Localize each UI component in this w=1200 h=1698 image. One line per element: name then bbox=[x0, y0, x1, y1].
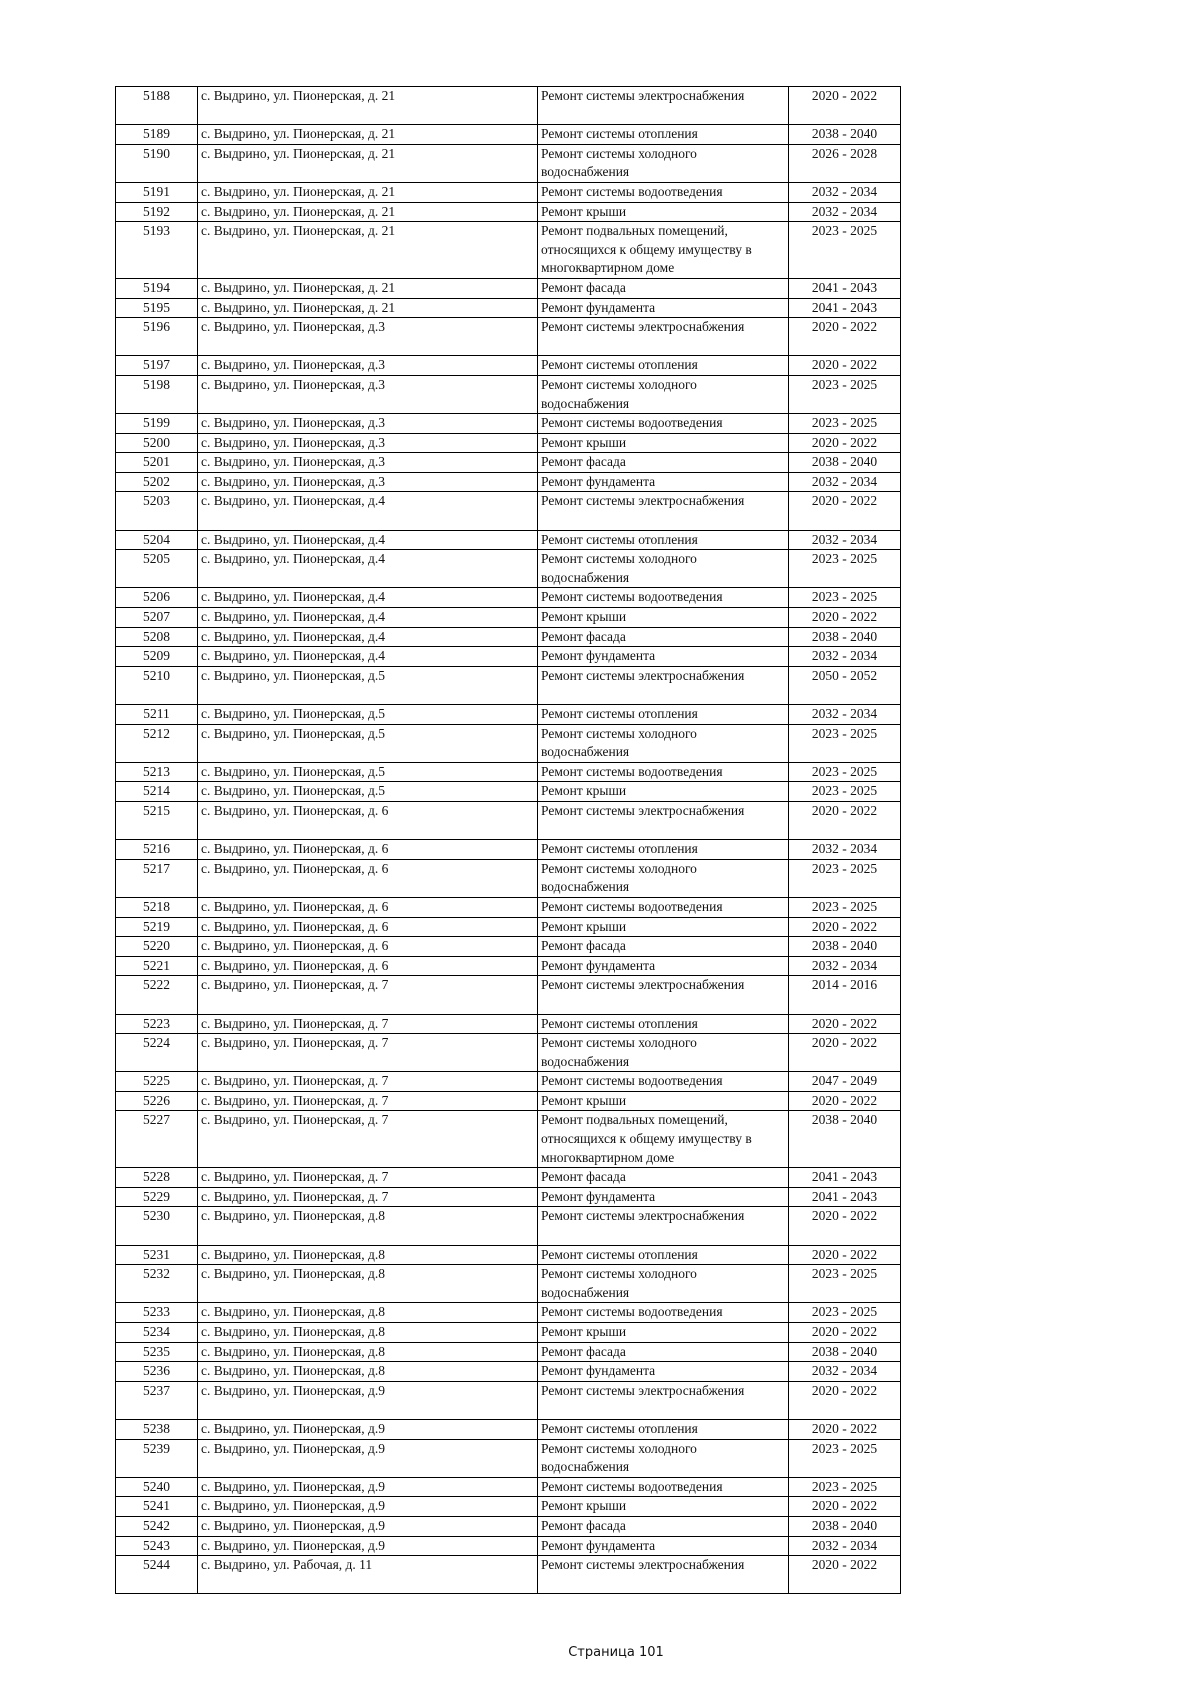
address-cell: с. Выдрино, ул. Пионерская, д.4 bbox=[198, 627, 538, 647]
period-cell: 2023 - 2025 bbox=[789, 1477, 901, 1497]
row-number-cell: 5196 bbox=[116, 318, 198, 356]
work-type-cell: Ремонт системы водоотведения bbox=[538, 762, 789, 782]
address-cell: с. Выдрино, ул. Пионерская, д.4 bbox=[198, 492, 538, 530]
row-number-cell: 5202 bbox=[116, 472, 198, 492]
address-cell: с. Выдрино, ул. Пионерская, д.4 bbox=[198, 530, 538, 550]
row-number-cell: 5229 bbox=[116, 1187, 198, 1207]
address-cell: с. Выдрино, ул. Пионерская, д. 6 bbox=[198, 917, 538, 937]
row-number-cell: 5230 bbox=[116, 1207, 198, 1245]
period-cell: 2020 - 2022 bbox=[789, 1091, 901, 1111]
table-row bbox=[116, 1207, 901, 1245]
address-cell: с. Выдрино, ул. Пионерская, д.8 bbox=[198, 1245, 538, 1265]
work-type-cell: Ремонт системы водоотведения bbox=[538, 1072, 789, 1092]
work-type-cell: Ремонт системы электроснабжения bbox=[538, 1556, 789, 1594]
work-type-cell: Ремонт фундамента bbox=[538, 1362, 789, 1382]
work-type-cell: Ремонт фундамента bbox=[538, 647, 789, 667]
work-type-cell: Ремонт крыши bbox=[538, 1497, 789, 1517]
period-cell: 2023 - 2025 bbox=[789, 897, 901, 917]
table-row bbox=[116, 840, 901, 860]
row-number-cell: 5237 bbox=[116, 1381, 198, 1419]
period-cell: 2020 - 2022 bbox=[789, 1381, 901, 1419]
table-row bbox=[116, 1034, 901, 1072]
table-row bbox=[116, 1477, 901, 1497]
row-number-cell: 5211 bbox=[116, 705, 198, 725]
period-cell: 2041 - 2043 bbox=[789, 1168, 901, 1188]
period-cell: 2032 - 2034 bbox=[789, 530, 901, 550]
row-number-cell: 5243 bbox=[116, 1536, 198, 1556]
work-type-cell: Ремонт подвальных помещений, относящихся к общему имуществу в многоквартирном доме bbox=[538, 1111, 789, 1168]
period-cell: 2020 - 2022 bbox=[789, 87, 901, 125]
table-row bbox=[116, 87, 901, 125]
period-cell: 2023 - 2025 bbox=[789, 588, 901, 608]
address-cell: с. Выдрино, ул. Пионерская, д.9 bbox=[198, 1477, 538, 1497]
address-cell: с. Выдрино, ул. Пионерская, д.3 bbox=[198, 433, 538, 453]
address-cell: с. Выдрино, ул. Пионерская, д. 6 bbox=[198, 801, 538, 839]
address-cell: с. Выдрино, ул. Пионерская, д. 21 bbox=[198, 298, 538, 318]
table-row bbox=[116, 433, 901, 453]
work-type-cell: Ремонт системы отопления bbox=[538, 356, 789, 376]
address-cell: с. Выдрино, ул. Пионерская, д. 21 bbox=[198, 125, 538, 145]
row-number-cell: 5242 bbox=[116, 1516, 198, 1536]
period-cell: 2020 - 2022 bbox=[789, 318, 901, 356]
period-cell: 2038 - 2040 bbox=[789, 627, 901, 647]
period-cell: 2020 - 2022 bbox=[789, 1420, 901, 1440]
work-type-cell: Ремонт системы водоотведения bbox=[538, 182, 789, 202]
address-cell: с. Выдрино, ул. Пионерская, д. 7 bbox=[198, 1091, 538, 1111]
table-row bbox=[116, 1323, 901, 1343]
table-row bbox=[116, 472, 901, 492]
work-type-cell: Ремонт фасада bbox=[538, 453, 789, 473]
table-row bbox=[116, 762, 901, 782]
table-row bbox=[116, 627, 901, 647]
row-number-cell: 5235 bbox=[116, 1342, 198, 1362]
table-row bbox=[116, 1111, 901, 1168]
work-type-cell: Ремонт системы электроснабжения bbox=[538, 1207, 789, 1245]
address-cell: с. Выдрино, ул. Пионерская, д.5 bbox=[198, 762, 538, 782]
period-cell: 2023 - 2025 bbox=[789, 724, 901, 762]
address-cell: с. Выдрино, ул. Пионерская, д.5 bbox=[198, 782, 538, 802]
work-type-cell: Ремонт фасада bbox=[538, 1168, 789, 1188]
period-cell: 2020 - 2022 bbox=[789, 433, 901, 453]
table-row bbox=[116, 917, 901, 937]
row-number-cell: 5209 bbox=[116, 647, 198, 667]
table-row bbox=[116, 937, 901, 957]
row-number-cell: 5222 bbox=[116, 976, 198, 1014]
address-cell: с. Выдрино, ул. Пионерская, д.8 bbox=[198, 1342, 538, 1362]
table-row bbox=[116, 125, 901, 145]
table-row bbox=[116, 1516, 901, 1536]
work-type-cell: Ремонт системы холодного водоснабжения bbox=[538, 724, 789, 762]
row-number-cell: 5240 bbox=[116, 1477, 198, 1497]
period-cell: 2020 - 2022 bbox=[789, 492, 901, 530]
table-row bbox=[116, 453, 901, 473]
period-cell: 2038 - 2040 bbox=[789, 1342, 901, 1362]
row-number-cell: 5227 bbox=[116, 1111, 198, 1168]
work-type-cell: Ремонт фасада bbox=[538, 627, 789, 647]
row-number-cell: 5238 bbox=[116, 1420, 198, 1440]
period-cell: 2032 - 2034 bbox=[789, 1362, 901, 1382]
address-cell: с. Выдрино, ул. Пионерская, д. 7 bbox=[198, 1034, 538, 1072]
period-cell: 2023 - 2025 bbox=[789, 859, 901, 897]
address-cell: с. Выдрино, ул. Пионерская, д.4 bbox=[198, 608, 538, 628]
address-cell: с. Выдрино, ул. Пионерская, д. 7 bbox=[198, 976, 538, 1014]
address-cell: с. Выдрино, ул. Пионерская, д. 7 bbox=[198, 1187, 538, 1207]
row-number-cell: 5205 bbox=[116, 550, 198, 588]
work-type-cell: Ремонт крыши bbox=[538, 202, 789, 222]
table-row bbox=[116, 897, 901, 917]
row-number-cell: 5201 bbox=[116, 453, 198, 473]
row-number-cell: 5207 bbox=[116, 608, 198, 628]
period-cell: 2020 - 2022 bbox=[789, 356, 901, 376]
table-row bbox=[116, 1091, 901, 1111]
work-type-cell: Ремонт системы электроснабжения bbox=[538, 976, 789, 1014]
table-row bbox=[116, 608, 901, 628]
table-row bbox=[116, 801, 901, 839]
row-number-cell: 5239 bbox=[116, 1439, 198, 1477]
row-number-cell: 5224 bbox=[116, 1034, 198, 1072]
address-cell: с. Выдрино, ул. Рабочая, д. 11 bbox=[198, 1556, 538, 1594]
period-cell: 2041 - 2043 bbox=[789, 298, 901, 318]
table-row bbox=[116, 782, 901, 802]
period-cell: 2023 - 2025 bbox=[789, 222, 901, 279]
work-type-cell: Ремонт системы водоотведения bbox=[538, 897, 789, 917]
work-type-cell: Ремонт системы отопления bbox=[538, 530, 789, 550]
table-row bbox=[116, 1497, 901, 1517]
table-row bbox=[116, 859, 901, 897]
row-number-cell: 5206 bbox=[116, 588, 198, 608]
address-cell: с. Выдрино, ул. Пионерская, д.9 bbox=[198, 1420, 538, 1440]
row-number-cell: 5199 bbox=[116, 414, 198, 434]
address-cell: с. Выдрино, ул. Пионерская, д.3 bbox=[198, 472, 538, 492]
period-cell: 2020 - 2022 bbox=[789, 1034, 901, 1072]
period-cell: 2020 - 2022 bbox=[789, 1497, 901, 1517]
table-row bbox=[116, 550, 901, 588]
period-cell: 2026 - 2028 bbox=[789, 144, 901, 182]
address-cell: с. Выдрино, ул. Пионерская, д.9 bbox=[198, 1536, 538, 1556]
table-body bbox=[116, 87, 901, 1594]
table-row bbox=[116, 1303, 901, 1323]
address-cell: с. Выдрино, ул. Пионерская, д.3 bbox=[198, 453, 538, 473]
work-type-cell: Ремонт системы электроснабжения bbox=[538, 492, 789, 530]
work-type-cell: Ремонт подвальных помещений, относящихся к общему имуществу в многоквартирном доме bbox=[538, 222, 789, 279]
row-number-cell: 5193 bbox=[116, 222, 198, 279]
row-number-cell: 5234 bbox=[116, 1323, 198, 1343]
period-cell: 2014 - 2016 bbox=[789, 976, 901, 1014]
work-type-cell: Ремонт системы отопления bbox=[538, 1014, 789, 1034]
period-cell: 2023 - 2025 bbox=[789, 414, 901, 434]
work-type-cell: Ремонт системы холодного водоснабжения bbox=[538, 550, 789, 588]
work-type-cell: Ремонт фундамента bbox=[538, 1187, 789, 1207]
row-number-cell: 5225 bbox=[116, 1072, 198, 1092]
period-cell: 2032 - 2034 bbox=[789, 202, 901, 222]
work-type-cell: Ремонт системы электроснабжения bbox=[538, 87, 789, 125]
row-number-cell: 5188 bbox=[116, 87, 198, 125]
address-cell: с. Выдрино, ул. Пионерская, д.3 bbox=[198, 414, 538, 434]
work-type-cell: Ремонт системы отопления bbox=[538, 1245, 789, 1265]
row-number-cell: 5197 bbox=[116, 356, 198, 376]
table-row bbox=[116, 724, 901, 762]
address-cell: с. Выдрино, ул. Пионерская, д. 21 bbox=[198, 222, 538, 279]
period-cell: 2023 - 2025 bbox=[789, 782, 901, 802]
row-number-cell: 5217 bbox=[116, 859, 198, 897]
table-row bbox=[116, 1420, 901, 1440]
row-number-cell: 5233 bbox=[116, 1303, 198, 1323]
row-number-cell: 5213 bbox=[116, 762, 198, 782]
table-row bbox=[116, 298, 901, 318]
row-number-cell: 5241 bbox=[116, 1497, 198, 1517]
period-cell: 2038 - 2040 bbox=[789, 1516, 901, 1536]
table-row bbox=[116, 202, 901, 222]
row-number-cell: 5218 bbox=[116, 897, 198, 917]
address-cell: с. Выдрино, ул. Пионерская, д. 6 bbox=[198, 859, 538, 897]
work-type-cell: Ремонт системы электроснабжения bbox=[538, 801, 789, 839]
work-type-cell: Ремонт системы электроснабжения bbox=[538, 318, 789, 356]
address-cell: с. Выдрино, ул. Пионерская, д.5 bbox=[198, 666, 538, 704]
period-cell: 2032 - 2034 bbox=[789, 956, 901, 976]
work-type-cell: Ремонт фундамента bbox=[538, 1536, 789, 1556]
table-row bbox=[116, 705, 901, 725]
row-number-cell: 5195 bbox=[116, 298, 198, 318]
period-cell: 2032 - 2034 bbox=[789, 182, 901, 202]
address-cell: с. Выдрино, ул. Пионерская, д. 7 bbox=[198, 1168, 538, 1188]
repair-schedule-table bbox=[115, 86, 901, 1594]
row-number-cell: 5220 bbox=[116, 937, 198, 957]
row-number-cell: 5204 bbox=[116, 530, 198, 550]
work-type-cell: Ремонт системы холодного водоснабжения bbox=[538, 1265, 789, 1303]
period-cell: 2023 - 2025 bbox=[789, 762, 901, 782]
table-row bbox=[116, 956, 901, 976]
work-type-cell: Ремонт системы электроснабжения bbox=[538, 1381, 789, 1419]
address-cell: с. Выдрино, ул. Пионерская, д.5 bbox=[198, 724, 538, 762]
row-number-cell: 5231 bbox=[116, 1245, 198, 1265]
row-number-cell: 5223 bbox=[116, 1014, 198, 1034]
address-cell: с. Выдрино, ул. Пионерская, д.9 bbox=[198, 1381, 538, 1419]
period-cell: 2023 - 2025 bbox=[789, 1439, 901, 1477]
period-cell: 2032 - 2034 bbox=[789, 472, 901, 492]
table-row bbox=[116, 1556, 901, 1594]
period-cell: 2032 - 2034 bbox=[789, 1536, 901, 1556]
address-cell: с. Выдрино, ул. Пионерская, д.8 bbox=[198, 1265, 538, 1303]
period-cell: 2041 - 2043 bbox=[789, 278, 901, 298]
row-number-cell: 5226 bbox=[116, 1091, 198, 1111]
address-cell: с. Выдрино, ул. Пионерская, д.9 bbox=[198, 1497, 538, 1517]
work-type-cell: Ремонт системы холодного водоснабжения bbox=[538, 859, 789, 897]
table-row bbox=[116, 1168, 901, 1188]
period-cell: 2032 - 2034 bbox=[789, 647, 901, 667]
row-number-cell: 5189 bbox=[116, 125, 198, 145]
row-number-cell: 5244 bbox=[116, 1556, 198, 1594]
work-type-cell: Ремонт фасада bbox=[538, 1516, 789, 1536]
work-type-cell: Ремонт фундамента bbox=[538, 956, 789, 976]
table-row bbox=[116, 647, 901, 667]
period-cell: 2020 - 2022 bbox=[789, 801, 901, 839]
period-cell: 2020 - 2022 bbox=[789, 917, 901, 937]
row-number-cell: 5190 bbox=[116, 144, 198, 182]
address-cell: с. Выдрино, ул. Пионерская, д. 21 bbox=[198, 202, 538, 222]
period-cell: 2020 - 2022 bbox=[789, 1323, 901, 1343]
period-cell: 2032 - 2034 bbox=[789, 840, 901, 860]
row-number-cell: 5228 bbox=[116, 1168, 198, 1188]
address-cell: с. Выдрино, ул. Пионерская, д. 7 bbox=[198, 1014, 538, 1034]
row-number-cell: 5236 bbox=[116, 1362, 198, 1382]
table-row bbox=[116, 1536, 901, 1556]
work-type-cell: Ремонт фундамента bbox=[538, 472, 789, 492]
period-cell: 2038 - 2040 bbox=[789, 125, 901, 145]
table-row bbox=[116, 1439, 901, 1477]
address-cell: с. Выдрино, ул. Пионерская, д.8 bbox=[198, 1323, 538, 1343]
address-cell: с. Выдрино, ул. Пионерская, д. 6 bbox=[198, 956, 538, 976]
work-type-cell: Ремонт системы электроснабжения bbox=[538, 666, 789, 704]
row-number-cell: 5219 bbox=[116, 917, 198, 937]
work-type-cell: Ремонт системы холодного водоснабжения bbox=[538, 375, 789, 413]
work-type-cell: Ремонт фасада bbox=[538, 278, 789, 298]
table-row bbox=[116, 1362, 901, 1382]
address-cell: с. Выдрино, ул. Пионерская, д. 6 bbox=[198, 840, 538, 860]
row-number-cell: 5203 bbox=[116, 492, 198, 530]
row-number-cell: 5212 bbox=[116, 724, 198, 762]
work-type-cell: Ремонт системы водоотведения bbox=[538, 1477, 789, 1497]
table-row bbox=[116, 1245, 901, 1265]
period-cell: 2038 - 2040 bbox=[789, 1111, 901, 1168]
period-cell: 2023 - 2025 bbox=[789, 1303, 901, 1323]
work-type-cell: Ремонт системы водоотведения bbox=[538, 1303, 789, 1323]
address-cell: с. Выдрино, ул. Пионерская, д.4 bbox=[198, 588, 538, 608]
address-cell: с. Выдрино, ул. Пионерская, д. 7 bbox=[198, 1072, 538, 1092]
row-number-cell: 5208 bbox=[116, 627, 198, 647]
address-cell: с. Выдрино, ул. Пионерская, д. 21 bbox=[198, 278, 538, 298]
table-row bbox=[116, 492, 901, 530]
work-type-cell: Ремонт системы холодного водоснабжения bbox=[538, 1439, 789, 1477]
table-row bbox=[116, 588, 901, 608]
address-cell: с. Выдрино, ул. Пионерская, д. 21 bbox=[198, 87, 538, 125]
period-cell: 2020 - 2022 bbox=[789, 1014, 901, 1034]
row-number-cell: 5215 bbox=[116, 801, 198, 839]
period-cell: 2023 - 2025 bbox=[789, 550, 901, 588]
period-cell: 2023 - 2025 bbox=[789, 1265, 901, 1303]
row-number-cell: 5198 bbox=[116, 375, 198, 413]
period-cell: 2032 - 2034 bbox=[789, 705, 901, 725]
address-cell: с. Выдрино, ул. Пионерская, д.8 bbox=[198, 1207, 538, 1245]
table-row bbox=[116, 278, 901, 298]
address-cell: с. Выдрино, ул. Пионерская, д.3 bbox=[198, 375, 538, 413]
table-row bbox=[116, 182, 901, 202]
table-row bbox=[116, 318, 901, 356]
table-row bbox=[116, 1265, 901, 1303]
work-type-cell: Ремонт системы водоотведения bbox=[538, 414, 789, 434]
table-row bbox=[116, 1381, 901, 1419]
table-row bbox=[116, 976, 901, 1014]
period-cell: 2020 - 2022 bbox=[789, 1245, 901, 1265]
row-number-cell: 5214 bbox=[116, 782, 198, 802]
period-cell: 2038 - 2040 bbox=[789, 453, 901, 473]
address-cell: с. Выдрино, ул. Пионерская, д.9 bbox=[198, 1439, 538, 1477]
period-cell: 2020 - 2022 bbox=[789, 608, 901, 628]
work-type-cell: Ремонт крыши bbox=[538, 1323, 789, 1343]
table-row bbox=[116, 1187, 901, 1207]
period-cell: 2038 - 2040 bbox=[789, 937, 901, 957]
period-cell: 2047 - 2049 bbox=[789, 1072, 901, 1092]
work-type-cell: Ремонт системы отопления bbox=[538, 705, 789, 725]
address-cell: с. Выдрино, ул. Пионерская, д. 7 bbox=[198, 1111, 538, 1168]
work-type-cell: Ремонт фасада bbox=[538, 937, 789, 957]
work-type-cell: Ремонт системы холодного водоснабжения bbox=[538, 1034, 789, 1072]
table-row bbox=[116, 1342, 901, 1362]
work-type-cell: Ремонт фундамента bbox=[538, 298, 789, 318]
address-cell: с. Выдрино, ул. Пионерская, д. 21 bbox=[198, 144, 538, 182]
row-number-cell: 5232 bbox=[116, 1265, 198, 1303]
work-type-cell: Ремонт крыши bbox=[538, 433, 789, 453]
period-cell: 2023 - 2025 bbox=[789, 375, 901, 413]
address-cell: с. Выдрино, ул. Пионерская, д.3 bbox=[198, 356, 538, 376]
work-type-cell: Ремонт фасада bbox=[538, 1342, 789, 1362]
work-type-cell: Ремонт крыши bbox=[538, 608, 789, 628]
work-type-cell: Ремонт системы отопления bbox=[538, 840, 789, 860]
page-footer: Страница 101 bbox=[568, 1645, 664, 1660]
work-type-cell: Ремонт системы отопления bbox=[538, 1420, 789, 1440]
table-row bbox=[116, 144, 901, 182]
address-cell: с. Выдрино, ул. Пионерская, д. 6 bbox=[198, 897, 538, 917]
work-type-cell: Ремонт системы холодного водоснабжения bbox=[538, 144, 789, 182]
row-number-cell: 5191 bbox=[116, 182, 198, 202]
period-cell: 2050 - 2052 bbox=[789, 666, 901, 704]
address-cell: с. Выдрино, ул. Пионерская, д. 6 bbox=[198, 937, 538, 957]
table-row bbox=[116, 1072, 901, 1092]
table-row bbox=[116, 530, 901, 550]
table-row bbox=[116, 1014, 901, 1034]
period-cell: 2020 - 2022 bbox=[789, 1207, 901, 1245]
row-number-cell: 5192 bbox=[116, 202, 198, 222]
address-cell: с. Выдрино, ул. Пионерская, д.8 bbox=[198, 1362, 538, 1382]
row-number-cell: 5221 bbox=[116, 956, 198, 976]
address-cell: с. Выдрино, ул. Пионерская, д.8 bbox=[198, 1303, 538, 1323]
work-type-cell: Ремонт крыши bbox=[538, 917, 789, 937]
row-number-cell: 5216 bbox=[116, 840, 198, 860]
row-number-cell: 5200 bbox=[116, 433, 198, 453]
row-number-cell: 5210 bbox=[116, 666, 198, 704]
address-cell: с. Выдрино, ул. Пионерская, д.4 bbox=[198, 550, 538, 588]
work-type-cell: Ремонт крыши bbox=[538, 1091, 789, 1111]
address-cell: с. Выдрино, ул. Пионерская, д. 21 bbox=[198, 182, 538, 202]
row-number-cell: 5194 bbox=[116, 278, 198, 298]
period-cell: 2020 - 2022 bbox=[789, 1556, 901, 1594]
period-cell: 2041 - 2043 bbox=[789, 1187, 901, 1207]
work-type-cell: Ремонт крыши bbox=[538, 782, 789, 802]
table-row bbox=[116, 666, 901, 704]
table-row bbox=[116, 414, 901, 434]
address-cell: с. Выдрино, ул. Пионерская, д.4 bbox=[198, 647, 538, 667]
table-row bbox=[116, 222, 901, 279]
address-cell: с. Выдрино, ул. Пионерская, д.3 bbox=[198, 318, 538, 356]
table-row bbox=[116, 375, 901, 413]
table-row bbox=[116, 356, 901, 376]
work-type-cell: Ремонт системы водоотведения bbox=[538, 588, 789, 608]
address-cell: с. Выдрино, ул. Пионерская, д.9 bbox=[198, 1516, 538, 1536]
work-type-cell: Ремонт системы отопления bbox=[538, 125, 789, 145]
address-cell: с. Выдрино, ул. Пионерская, д.5 bbox=[198, 705, 538, 725]
